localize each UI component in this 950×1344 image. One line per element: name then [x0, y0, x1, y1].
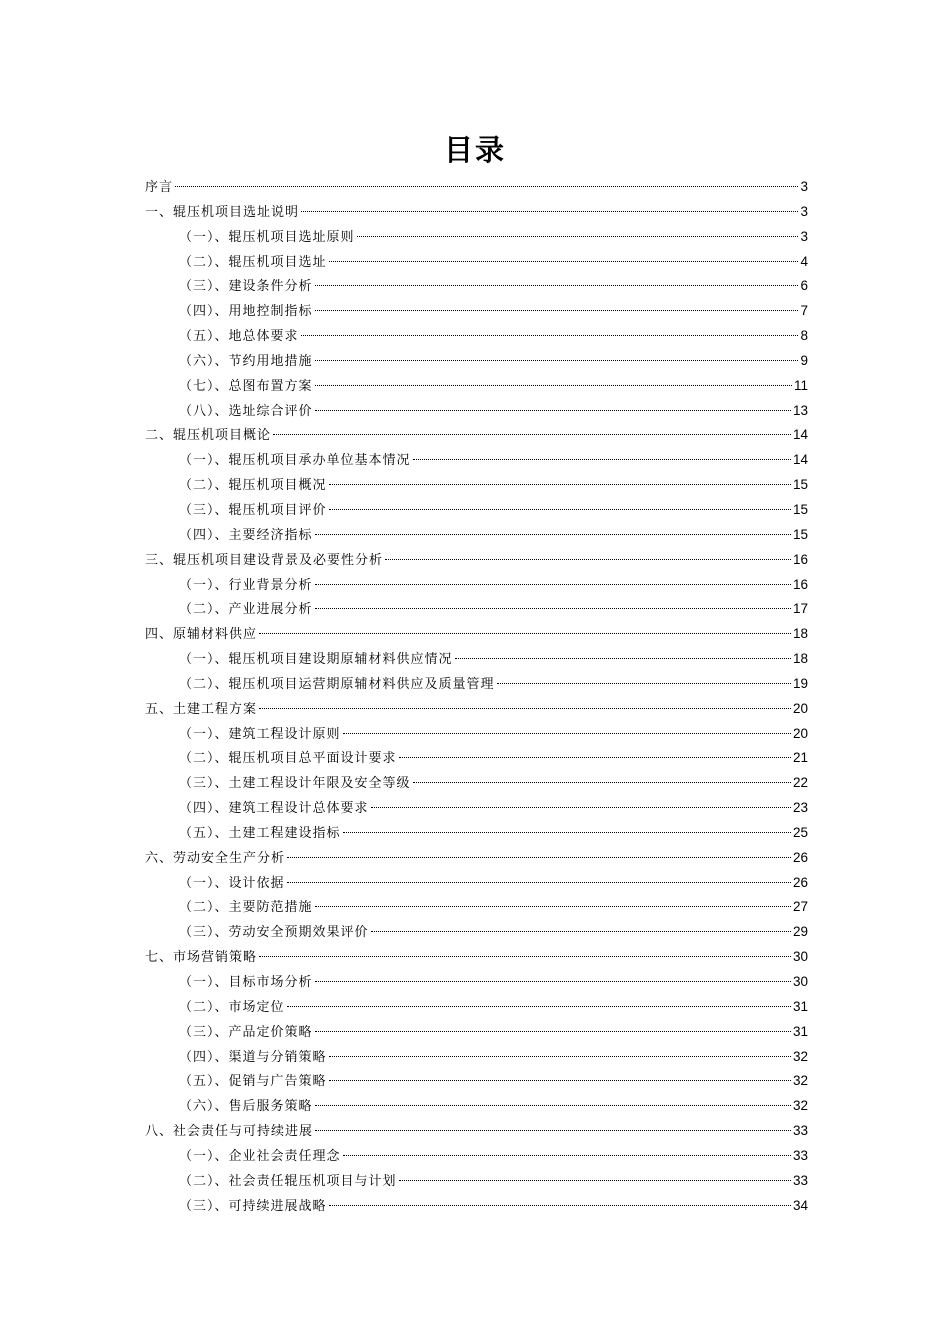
toc-entry-text: （三）、产品定价策略: [179, 1024, 313, 1040]
toc-entry-text: 序言: [145, 180, 174, 195]
toc-entry-text: （二）、辊压机项目概况: [179, 478, 327, 494]
toc-entry-text: 三、辊压机项目建设背景及必要性分析: [145, 552, 384, 568]
dot-leader: [315, 310, 799, 311]
toc-entry[interactable]: [145, 1045, 808, 1070]
toc-page-number: 33: [792, 1147, 808, 1163]
toc-entry-text: （二）、社会责任辊压机项目与计划: [179, 1173, 397, 1189]
toc-entry-text: （一）、行业背景分析: [179, 577, 313, 593]
toc-page-number: 14: [792, 452, 808, 468]
toc-page-number: 20: [792, 700, 808, 716]
toc-entry[interactable]: [145, 1094, 808, 1119]
toc-page-number: 33: [792, 1123, 808, 1139]
toc-entry[interactable]: [145, 746, 808, 771]
toc-page-number: 16: [792, 576, 808, 592]
dot-leader: [343, 733, 791, 734]
dot-leader: [273, 434, 791, 435]
dot-leader: [413, 459, 791, 460]
toc-page-number: 22: [792, 775, 808, 791]
toc-entry[interactable]: [145, 200, 808, 225]
dot-leader: [329, 1080, 791, 1081]
toc-entry[interactable]: [145, 324, 808, 349]
toc-page-number: 16: [792, 551, 808, 567]
toc-entry-text: （一）、辊压机项目建设期原辅材料供应情况: [179, 652, 453, 668]
toc-page-number: 34: [792, 1197, 808, 1213]
toc-entry[interactable]: [145, 299, 808, 324]
toc-entry-text: （三）、辊压机项目评价: [179, 502, 327, 518]
dot-leader: [287, 1006, 791, 1007]
toc-entry-text: 五、土建工程方案: [145, 701, 258, 717]
toc-entry-text: 一、辊压机项目选址说明: [145, 204, 300, 220]
toc-page-number: 11: [793, 377, 808, 393]
dot-leader: [329, 1205, 791, 1206]
toc-page-number: 31: [792, 1023, 808, 1039]
toc-entry[interactable]: [145, 374, 808, 399]
toc-entry-text: （一）、建筑工程设计原则: [179, 726, 341, 742]
toc-entry-text: （二）、市场定位: [179, 999, 285, 1015]
toc-entry-text: （三）、建设条件分析: [179, 279, 313, 295]
dot-leader: [315, 1105, 791, 1106]
dot-leader: [399, 757, 791, 758]
toc-entry-text: （二）、辊压机项目运营期原辅材料供应及质量管理: [179, 676, 495, 692]
toc-page-number: 3: [800, 228, 808, 244]
dot-leader: [315, 360, 799, 361]
toc-page-number: 32: [792, 1073, 808, 1089]
toc-page-number: 8: [800, 328, 808, 344]
toc-entry-text: 四、原辅材料供应: [145, 627, 258, 643]
toc-entry-text: （二）、产业进展分析: [179, 602, 313, 618]
toc-page-number: 23: [792, 800, 808, 816]
toc-page-number: 18: [792, 651, 808, 667]
dot-leader: [259, 956, 791, 957]
toc-entry[interactable]: [145, 597, 808, 622]
toc-page-number: 30: [792, 974, 808, 989]
toc-entry-text: （一）、辊压机项目选址原则: [179, 229, 355, 245]
toc-entry-text: （六）、售后服务策略: [179, 1099, 313, 1115]
toc-entry-text: 二、辊压机项目概论: [145, 428, 272, 444]
dot-leader: [385, 559, 791, 560]
dot-leader: [315, 608, 791, 609]
dot-leader: [329, 261, 799, 262]
toc-entry-text: （一）、辊压机项目承办单位基本情况: [179, 453, 411, 469]
toc-entry[interactable]: [145, 1144, 808, 1169]
dot-leader: [343, 1155, 791, 1156]
toc-entry[interactable]: [145, 274, 808, 299]
toc-entry[interactable]: [145, 225, 808, 250]
toc-page-number: 25: [792, 824, 808, 840]
toc-entry[interactable]: [145, 796, 808, 821]
dot-leader: [329, 1056, 791, 1057]
dot-leader: [315, 981, 791, 982]
toc-entry-text: （一）、设计依据: [179, 875, 285, 891]
toc-entry-text: （一）、目标市场分析: [179, 975, 313, 990]
toc-entry[interactable]: [145, 871, 808, 896]
toc-entry[interactable]: [145, 423, 808, 448]
toc-entry[interactable]: [145, 697, 808, 722]
dot-leader: [329, 484, 791, 485]
dot-leader: [175, 186, 798, 187]
dot-leader: [357, 236, 799, 237]
dot-leader: [259, 708, 791, 709]
toc-entry[interactable]: [145, 473, 808, 498]
toc-entry[interactable]: [145, 548, 808, 573]
dot-leader: [371, 931, 791, 932]
toc-page-number: 26: [792, 849, 808, 865]
toc-entry[interactable]: [145, 846, 808, 871]
toc-entry-text: （八）、选址综合评价: [179, 403, 313, 419]
toc-entry-text: （四）、主要经济指标: [179, 527, 313, 543]
toc-entry-text: （二）、主要防范措施: [179, 900, 313, 916]
toc-entry[interactable]: [145, 622, 808, 647]
toc-entry-text: （四）、渠道与分销策略: [179, 1049, 327, 1065]
toc-entry[interactable]: [145, 498, 808, 523]
toc-entry[interactable]: [145, 448, 808, 473]
toc-entry[interactable]: [145, 920, 808, 945]
dot-leader: [315, 410, 791, 411]
toc-page-number: 15: [792, 477, 808, 493]
toc-entry[interactable]: [145, 349, 808, 374]
toc-entry[interactable]: [145, 995, 808, 1020]
toc-entry[interactable]: [145, 722, 808, 747]
dot-leader: [259, 633, 791, 634]
table-of-contents: [145, 175, 808, 1218]
toc-page-number: 30: [792, 949, 808, 965]
toc-page-number: 31: [792, 998, 808, 1014]
dot-leader: [371, 807, 791, 808]
toc-entry[interactable]: [145, 970, 808, 995]
toc-page-number: 19: [792, 675, 808, 691]
toc-entry[interactable]: [145, 573, 808, 598]
dot-leader: [315, 385, 792, 386]
dot-leader: [287, 882, 791, 883]
toc-entry-text: 八、社会责任与可持续进展: [145, 1124, 314, 1140]
toc-page-number: 15: [792, 501, 808, 517]
toc-page-number: 14: [792, 427, 808, 443]
toc-entry-text: （三）、土建工程设计年限及安全等级: [179, 776, 411, 792]
dot-leader: [315, 285, 799, 286]
dot-leader: [315, 906, 791, 907]
toc-page-number: 3: [800, 179, 808, 194]
toc-entry-text: （四）、建筑工程设计总体要求: [179, 801, 369, 817]
dot-leader: [301, 335, 799, 336]
toc-entry[interactable]: [145, 399, 808, 424]
dot-leader: [315, 1130, 791, 1131]
toc-entry-text: 六、劳动安全生产分析: [145, 850, 286, 866]
dot-leader: [497, 683, 791, 684]
toc-entry[interactable]: [145, 647, 808, 672]
toc-page-number: 29: [792, 924, 808, 940]
toc-entry[interactable]: [145, 1194, 808, 1219]
toc-entry-text: （五）、地总体要求: [179, 329, 299, 345]
toc-entry[interactable]: [145, 672, 808, 697]
toc-entry-text: （三）、可持续进展战略: [179, 1198, 327, 1214]
toc-page-number: 15: [792, 526, 808, 542]
dot-leader: [315, 534, 791, 535]
toc-page-number: 4: [800, 253, 808, 269]
toc-entry-text: （二）、辊压机项目选址: [179, 254, 327, 270]
toc-entry-text: （二）、辊压机项目总平面设计要求: [179, 751, 397, 767]
dot-leader: [287, 857, 791, 858]
toc-page-number: 27: [792, 899, 808, 915]
toc-entry[interactable]: [145, 523, 808, 548]
toc-entry-text: （四）、用地控制指标: [179, 304, 313, 320]
toc-entry[interactable]: [145, 1020, 808, 1045]
toc-entry-text: 七、市场营销策略: [145, 950, 258, 966]
page-title: 目录: [443, 133, 506, 167]
toc-page-number: 20: [792, 725, 808, 741]
toc-entry-text: （一）、企业社会责任理念: [179, 1148, 341, 1164]
toc-page-number: 32: [792, 1098, 808, 1114]
toc-entry[interactable]: [145, 895, 808, 920]
toc-entry[interactable]: [145, 945, 808, 970]
dot-leader: [315, 1031, 791, 1032]
toc-entry[interactable]: [145, 1169, 808, 1194]
toc-page-number: 6: [800, 278, 808, 294]
dot-leader: [399, 1180, 791, 1181]
toc-entry-text: （六）、节约用地措施: [179, 353, 313, 369]
dot-leader: [329, 509, 791, 510]
toc-entry-text: （三）、劳动安全预期效果评价: [179, 925, 369, 941]
dot-leader: [301, 211, 798, 212]
toc-entry-text: （五）、土建工程建设指标: [179, 825, 341, 841]
toc-entry[interactable]: [145, 1119, 808, 1144]
toc-page-number: 18: [792, 626, 808, 642]
toc-entry[interactable]: [145, 771, 808, 796]
dot-leader: [343, 832, 791, 833]
dot-leader: [315, 584, 791, 585]
toc-page-number: 9: [800, 352, 808, 368]
toc-entry-text: （五）、促销与广告策略: [179, 1074, 327, 1090]
toc-page-number: 13: [792, 402, 808, 418]
toc-page-number: 33: [792, 1172, 808, 1188]
toc-page-number: 7: [800, 303, 808, 319]
dot-leader: [413, 782, 791, 783]
toc-entry-text: （七）、总图布置方案: [179, 378, 313, 394]
toc-page-number: 32: [792, 1048, 808, 1064]
toc-entry[interactable]: [145, 250, 808, 275]
toc-entry[interactable]: [145, 175, 808, 200]
toc-page-number: 21: [792, 750, 808, 766]
toc-entry[interactable]: [145, 1069, 808, 1094]
dot-leader: [455, 658, 791, 659]
toc-page-number: 3: [800, 203, 808, 219]
toc-entry[interactable]: [145, 821, 808, 846]
toc-page-number: 17: [792, 601, 808, 617]
toc-page-number: 26: [792, 874, 808, 890]
